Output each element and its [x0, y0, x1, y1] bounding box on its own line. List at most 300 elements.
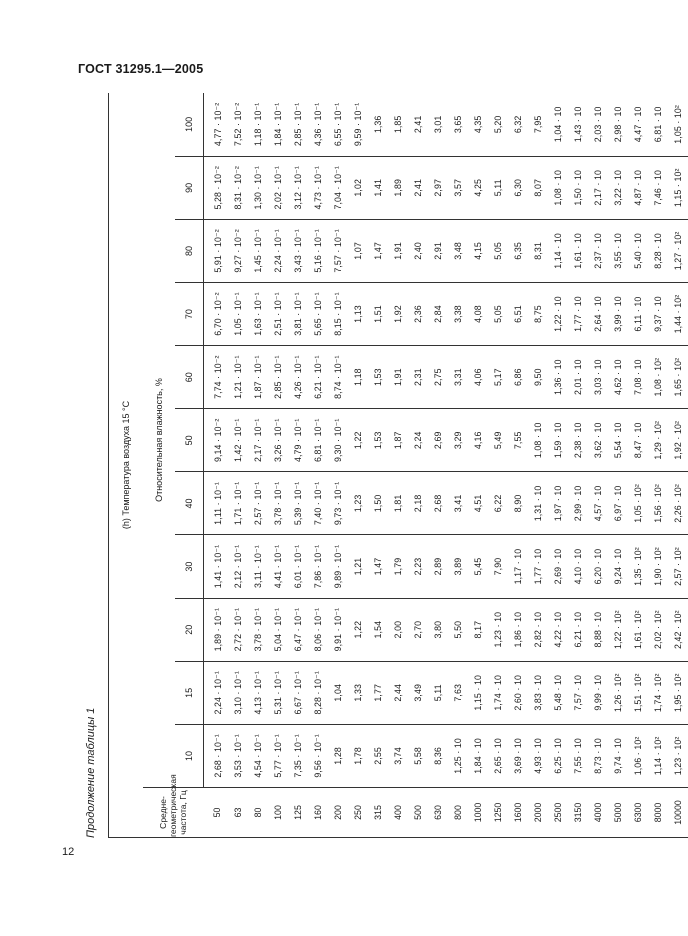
- attenuation-value-cell: 2,36: [408, 283, 428, 346]
- frequency-cell: 100: [268, 788, 288, 838]
- attenuation-value-cell: 1,14 · 10: [548, 219, 568, 282]
- frequency-cell: 2500: [548, 788, 568, 838]
- frequency-column-header: [143, 774, 204, 838]
- attenuation-value-cell: 4,06: [468, 346, 488, 409]
- attenuation-value-cell: 1,23 · 10: [488, 598, 508, 661]
- attenuation-value-cell: 9,74 · 10: [608, 724, 628, 787]
- attenuation-value-cell: 8,74 · 10⁻¹: [328, 346, 348, 409]
- attenuation-value-cell: 1,22: [348, 409, 368, 472]
- attenuation-value-cell: 6,20 · 10: [588, 535, 608, 598]
- attenuation-value-cell: 1,92: [388, 283, 408, 346]
- attenuation-value-cell: 1,14 · 10²: [648, 724, 668, 787]
- humidity-column-header: 60: [175, 346, 204, 409]
- attenuation-value-cell: 5,45: [468, 535, 488, 598]
- attenuation-value-cell: 1,05 · 10²: [628, 472, 648, 535]
- attenuation-value-cell: 1,97 · 10: [548, 472, 568, 535]
- attenuation-value-cell: 3,38: [448, 283, 468, 346]
- attenuation-value-cell: 9,30 · 10⁻¹: [328, 409, 348, 472]
- attenuation-value-cell: 2,51 · 10⁻¹: [268, 283, 288, 346]
- attenuation-value-cell: 1,13: [348, 283, 368, 346]
- attenuation-value-cell: 9,59 · 10⁻¹: [348, 93, 368, 156]
- attenuation-value-cell: 1,54: [368, 598, 388, 661]
- attenuation-value-cell: 5,05: [488, 283, 508, 346]
- attenuation-value-cell: 1,87: [388, 409, 408, 472]
- attenuation-value-cell: 1,41 · 10⁻¹: [204, 535, 229, 598]
- attenuation-value-cell: 7,57 · 10⁻¹: [328, 219, 348, 282]
- attenuation-value-cell: 5,50: [448, 598, 468, 661]
- attenuation-value-cell: 5,31 · 10⁻¹: [268, 661, 288, 724]
- attenuation-value-cell: 8,07: [528, 156, 548, 219]
- humidity-column-header: 15: [175, 661, 204, 724]
- attenuation-value-cell: 1,77 · 10: [568, 283, 588, 346]
- attenuation-value-cell: 5,48 · 10: [548, 661, 568, 724]
- attenuation-value-cell: 2,68: [428, 472, 448, 535]
- attenuation-value-cell: 5,05: [488, 219, 508, 282]
- attenuation-value-cell: 1,26 · 10²: [608, 661, 628, 724]
- attenuation-value-cell: 9,73 · 10⁻¹: [328, 472, 348, 535]
- table-row: [588, 93, 608, 838]
- attenuation-value-cell: 3,31: [448, 346, 468, 409]
- attenuation-value-cell: 1,85: [388, 93, 408, 156]
- attenuation-value-cell: 1,59 · 10: [548, 409, 568, 472]
- frequency-cell: 125: [288, 788, 308, 838]
- attenuation-value-cell: 1,22 · 10: [548, 283, 568, 346]
- attenuation-value-cell: 5,40 · 10: [628, 219, 648, 282]
- attenuation-value-cell: 1,74 · 10²: [648, 661, 668, 724]
- attenuation-table: [108, 93, 688, 838]
- attenuation-value-cell: 1,28: [328, 724, 348, 787]
- attenuation-value-cell: 2,68 · 10⁻¹: [204, 724, 229, 787]
- attenuation-value-cell: 1,43 · 10: [568, 93, 588, 156]
- humidity-column-header: 10: [175, 724, 204, 787]
- attenuation-value-cell: 6,01 · 10⁻¹: [288, 535, 308, 598]
- attenuation-value-cell: 2,97: [428, 156, 448, 219]
- frequency-cell: 1250: [488, 788, 508, 838]
- attenuation-value-cell: 1,56 · 10²: [648, 472, 668, 535]
- table-body: [204, 93, 688, 838]
- attenuation-value-cell: 7,57 · 10: [568, 661, 588, 724]
- attenuation-value-cell: 6,70 · 10⁻²: [204, 283, 229, 346]
- attenuation-value-cell: 6,81 · 10⁻¹: [308, 409, 328, 472]
- attenuation-value-cell: 1,61 · 10²: [628, 598, 648, 661]
- attenuation-value-cell: 7,95: [528, 93, 548, 156]
- attenuation-value-cell: 8,73 · 10: [588, 724, 608, 787]
- attenuation-value-cell: 2,65 · 10: [488, 724, 508, 787]
- attenuation-value-cell: 5,54 · 10: [608, 409, 628, 472]
- table-row: [268, 93, 288, 838]
- table-row: [248, 93, 268, 838]
- attenuation-value-cell: 7,08 · 10: [628, 346, 648, 409]
- attenuation-value-cell: 4,54 · 10⁻¹: [248, 724, 268, 787]
- attenuation-value-cell: 6,81 · 10: [648, 93, 668, 156]
- attenuation-value-cell: 9,91 · 10⁻¹: [328, 598, 348, 661]
- attenuation-value-cell: 4,51: [468, 472, 488, 535]
- frequency-cell: 200: [328, 788, 348, 838]
- attenuation-value-cell: 1,86 · 10: [508, 598, 528, 661]
- attenuation-value-cell: 1,23 · 10²: [668, 724, 688, 787]
- attenuation-value-cell: 2,75: [428, 346, 448, 409]
- attenuation-value-cell: 4,73 · 10⁻¹: [308, 156, 328, 219]
- frequency-cell: 400: [388, 788, 408, 838]
- attenuation-value-cell: 6,30: [508, 156, 528, 219]
- frequency-cell: 160: [308, 788, 328, 838]
- attenuation-value-cell: 6,11 · 10: [628, 283, 648, 346]
- page-number: 12: [62, 846, 75, 858]
- attenuation-value-cell: 1,77 · 10: [528, 535, 548, 598]
- table-row: [388, 93, 408, 838]
- attenuation-value-cell: 3,62 · 10: [588, 409, 608, 472]
- attenuation-value-cell: 8,88 · 10: [588, 598, 608, 661]
- attenuation-value-cell: 4,47 · 10: [628, 93, 648, 156]
- humidity-column-header: 90: [175, 156, 204, 219]
- humidity-column-header: 80: [175, 219, 204, 282]
- frequency-cell: 250: [348, 788, 368, 838]
- attenuation-value-cell: 2,55: [368, 724, 388, 787]
- attenuation-value-cell: 1,36 · 10: [548, 346, 568, 409]
- attenuation-value-cell: 1,81: [388, 472, 408, 535]
- attenuation-value-cell: 4,57 · 10: [588, 472, 608, 535]
- attenuation-value-cell: 1,33: [348, 661, 368, 724]
- attenuation-value-cell: 2,72 · 10⁻¹: [228, 598, 248, 661]
- attenuation-value-cell: 3,48: [448, 219, 468, 282]
- attenuation-value-cell: 2,42 · 10²: [668, 598, 688, 661]
- attenuation-value-cell: 1,87 · 10⁻¹: [248, 346, 268, 409]
- attenuation-value-cell: 1,95 · 10²: [668, 661, 688, 724]
- attenuation-value-cell: 1,23: [348, 472, 368, 535]
- attenuation-value-cell: 5,91 · 10⁻²: [204, 219, 229, 282]
- attenuation-value-cell: 4,22 · 10: [548, 598, 568, 661]
- attenuation-value-cell: 3,74: [388, 724, 408, 787]
- attenuation-value-cell: 2,57 · 10⁻¹: [248, 472, 268, 535]
- document-header: ГОСТ 31295.1—2005: [78, 62, 204, 76]
- attenuation-value-cell: 1,17 · 10: [508, 535, 528, 598]
- attenuation-value-cell: 1,47: [368, 219, 388, 282]
- attenuation-value-cell: 1,30 · 10⁻¹: [248, 156, 268, 219]
- attenuation-value-cell: 6,86: [508, 346, 528, 409]
- attenuation-value-cell: 1,89 · 10⁻¹: [204, 598, 229, 661]
- table-row: [328, 93, 348, 838]
- attenuation-value-cell: 4,08: [468, 283, 488, 346]
- attenuation-value-cell: 1,89: [388, 156, 408, 219]
- attenuation-value-cell: 5,77 · 10⁻¹: [268, 724, 288, 787]
- frequency-cell: 2000: [528, 788, 548, 838]
- attenuation-value-cell: 7,46 · 10: [648, 156, 668, 219]
- attenuation-value-cell: 3,81 · 10⁻¹: [288, 283, 308, 346]
- attenuation-value-cell: 5,58: [408, 724, 428, 787]
- attenuation-value-cell: 6,25 · 10: [548, 724, 568, 787]
- attenuation-value-cell: 1,31 · 10: [528, 472, 548, 535]
- attenuation-value-cell: 8,17: [468, 598, 488, 661]
- attenuation-value-cell: 1,63 · 10⁻¹: [248, 283, 268, 346]
- attenuation-value-cell: 1,84 · 10⁻¹: [268, 93, 288, 156]
- attenuation-value-cell: 8,75: [528, 283, 548, 346]
- frequency-cell: 10000: [668, 788, 688, 838]
- attenuation-value-cell: 8,36: [428, 724, 448, 787]
- attenuation-value-cell: 1,04: [328, 661, 348, 724]
- attenuation-value-cell: 2,31: [408, 346, 428, 409]
- attenuation-value-cell: 1,65 · 10²: [668, 346, 688, 409]
- table-caption: Продолжение таблицы 1: [85, 707, 97, 838]
- attenuation-value-cell: 2,18: [408, 472, 428, 535]
- humidity-column-header: 30: [175, 535, 204, 598]
- attenuation-value-cell: 1,22 · 10²: [608, 598, 628, 661]
- attenuation-value-cell: 5,20: [488, 93, 508, 156]
- attenuation-value-cell: 2,69: [428, 409, 448, 472]
- frequency-cell: 1600: [508, 788, 528, 838]
- attenuation-value-cell: 1,78: [348, 724, 368, 787]
- attenuation-value-cell: 4,36 · 10⁻¹: [308, 93, 328, 156]
- humidity-column-header: 40: [175, 472, 204, 535]
- attenuation-value-cell: 2,44: [388, 661, 408, 724]
- attenuation-value-cell: 3,01: [428, 93, 448, 156]
- attenuation-value-cell: 2,89: [428, 535, 448, 598]
- attenuation-value-cell: 5,65 · 10⁻¹: [308, 283, 328, 346]
- attenuation-value-cell: 2,23: [408, 535, 428, 598]
- attenuation-value-cell: 1,79: [388, 535, 408, 598]
- attenuation-value-cell: 3,80: [428, 598, 448, 661]
- attenuation-value-cell: 1,50: [368, 472, 388, 535]
- attenuation-value-cell: 9,27 · 10⁻²: [228, 219, 248, 282]
- attenuation-value-cell: 2,17 · 10⁻¹: [248, 409, 268, 472]
- attenuation-value-cell: 1,77: [368, 661, 388, 724]
- table-row: [528, 93, 548, 838]
- attenuation-value-cell: 4,26 · 10⁻¹: [288, 346, 308, 409]
- attenuation-value-cell: 1,53: [368, 409, 388, 472]
- attenuation-value-cell: 6,67 · 10⁻¹: [288, 661, 308, 724]
- attenuation-value-cell: 2,84: [428, 283, 448, 346]
- attenuation-value-cell: 4,87 · 10: [628, 156, 648, 219]
- attenuation-value-cell: 2,24 · 10⁻¹: [204, 661, 229, 724]
- attenuation-value-cell: 6,35: [508, 219, 528, 282]
- attenuation-value-cell: 1,35 · 10²: [628, 535, 648, 598]
- attenuation-value-cell: 8,06 · 10⁻¹: [308, 598, 328, 661]
- attenuation-value-cell: 1,07: [348, 219, 368, 282]
- attenuation-value-cell: 1,91: [388, 219, 408, 282]
- attenuation-value-cell: 3,10 · 10⁻¹: [228, 661, 248, 724]
- humidity-column-header: 70: [175, 283, 204, 346]
- attenuation-value-cell: 1,29 · 10²: [648, 409, 668, 472]
- humidity-header: Относительная влажность, %: [143, 93, 175, 788]
- attenuation-value-cell: 8,15 · 10⁻¹: [328, 283, 348, 346]
- attenuation-value-cell: 7,63: [448, 661, 468, 724]
- attenuation-value-cell: 7,40 · 10⁻¹: [308, 472, 328, 535]
- attenuation-value-cell: 4,41 · 10⁻¹: [268, 535, 288, 598]
- attenuation-value-cell: 4,35: [468, 93, 488, 156]
- attenuation-value-cell: 6,22: [488, 472, 508, 535]
- attenuation-value-cell: 6,21 · 10⁻¹: [308, 346, 328, 409]
- table-row: [548, 93, 568, 838]
- attenuation-value-cell: 8,31: [528, 219, 548, 282]
- table-row: [608, 93, 628, 838]
- attenuation-value-cell: 6,47 · 10⁻¹: [288, 598, 308, 661]
- attenuation-value-cell: 3,26 · 10⁻¹: [268, 409, 288, 472]
- attenuation-value-cell: 7,90: [488, 535, 508, 598]
- attenuation-value-cell: 1,08 · 10: [548, 156, 568, 219]
- attenuation-value-cell: 6,97 · 10: [608, 472, 628, 535]
- frequency-cell: 80: [248, 788, 268, 838]
- attenuation-value-cell: 2,85 · 10⁻¹: [268, 346, 288, 409]
- attenuation-value-cell: 3,78 · 10⁻¹: [268, 472, 288, 535]
- attenuation-value-cell: 3,99 · 10: [608, 283, 628, 346]
- attenuation-value-cell: 3,22 · 10: [608, 156, 628, 219]
- attenuation-value-cell: 1,44 · 10²: [668, 283, 688, 346]
- attenuation-value-cell: 9,37 · 10: [648, 283, 668, 346]
- attenuation-value-cell: 5,11: [488, 156, 508, 219]
- attenuation-value-cell: 6,55 · 10⁻¹: [328, 93, 348, 156]
- table-row: [228, 93, 248, 838]
- attenuation-value-cell: 1,27 · 10²: [668, 219, 688, 282]
- attenuation-value-cell: 2,85 · 10⁻¹: [288, 93, 308, 156]
- attenuation-value-cell: 9,14 · 10⁻²: [204, 409, 229, 472]
- attenuation-value-cell: 7,35 · 10⁻¹: [288, 724, 308, 787]
- attenuation-value-cell: 8,47 · 10: [628, 409, 648, 472]
- attenuation-value-cell: 1,42 · 10⁻¹: [228, 409, 248, 472]
- attenuation-value-cell: 5,17: [488, 346, 508, 409]
- attenuation-value-cell: 2,00: [388, 598, 408, 661]
- attenuation-value-cell: 9,99 · 10: [588, 661, 608, 724]
- attenuation-value-cell: 9,50: [528, 346, 548, 409]
- attenuation-value-cell: 8,28 · 10: [648, 219, 668, 282]
- attenuation-value-cell: 1,22: [348, 598, 368, 661]
- attenuation-value-cell: 3,55 · 10: [608, 219, 628, 282]
- attenuation-value-cell: 1,92 · 10²: [668, 409, 688, 472]
- attenuation-value-cell: 1,08 · 10²: [648, 346, 668, 409]
- table-row: [348, 93, 368, 838]
- attenuation-value-cell: 1,51 · 10²: [628, 661, 648, 724]
- attenuation-value-cell: 5,11: [428, 661, 448, 724]
- table-row: [368, 93, 388, 838]
- attenuation-value-cell: 1,21 · 10⁻¹: [228, 346, 248, 409]
- attenuation-value-cell: 4,77 · 10⁻²: [204, 93, 229, 156]
- attenuation-value-cell: 7,74 · 10⁻²: [204, 346, 229, 409]
- attenuation-value-cell: 2,64 · 10: [588, 283, 608, 346]
- attenuation-value-cell: 4,79 · 10⁻¹: [288, 409, 308, 472]
- attenuation-value-cell: 2,70: [408, 598, 428, 661]
- frequency-cell: 8000: [648, 788, 668, 838]
- attenuation-value-cell: 2,38 · 10: [568, 409, 588, 472]
- attenuation-value-cell: 3,41: [448, 472, 468, 535]
- humidity-column-header: 100: [175, 93, 204, 156]
- attenuation-value-cell: 5,28 · 10⁻²: [204, 156, 229, 219]
- attenuation-value-cell: 1,25 · 10: [448, 724, 468, 787]
- attenuation-value-cell: 9,24 · 10: [608, 535, 628, 598]
- attenuation-value-cell: 1,15 · 10: [468, 661, 488, 724]
- attenuation-value-cell: 1,06 · 10²: [628, 724, 648, 787]
- attenuation-value-cell: 4,15: [468, 219, 488, 282]
- table-row: [288, 93, 308, 838]
- attenuation-value-cell: 3,43 · 10⁻¹: [288, 219, 308, 282]
- attenuation-value-cell: 1,71 · 10⁻¹: [228, 472, 248, 535]
- attenuation-value-cell: 5,39 · 10⁻¹: [288, 472, 308, 535]
- attenuation-value-cell: 3,78 · 10⁻¹: [248, 598, 268, 661]
- attenuation-value-cell: 2,57 · 10²: [668, 535, 688, 598]
- frequency-cell: 315: [368, 788, 388, 838]
- frequency-cell: 50: [204, 788, 229, 838]
- attenuation-value-cell: 3,49: [408, 661, 428, 724]
- attenuation-value-cell: 1,91: [388, 346, 408, 409]
- attenuation-value-cell: 4,16: [468, 409, 488, 472]
- attenuation-value-cell: 7,55 · 10: [568, 724, 588, 787]
- attenuation-value-cell: 6,32: [508, 93, 528, 156]
- attenuation-value-cell: 2,98 · 10: [608, 93, 628, 156]
- attenuation-value-cell: 9,89 · 10⁻¹: [328, 535, 348, 598]
- attenuation-value-cell: 4,25: [468, 156, 488, 219]
- attenuation-value-cell: 3,89: [448, 535, 468, 598]
- table-row: [448, 93, 468, 838]
- table-row: [308, 93, 328, 838]
- table-row: [628, 93, 648, 838]
- attenuation-value-cell: 7,55: [508, 409, 528, 472]
- frequency-header-text: Средне- геометрическая частота, Гц: [158, 774, 189, 837]
- attenuation-value-cell: 3,69 · 10: [508, 724, 528, 787]
- attenuation-value-cell: 6,21 · 10: [568, 598, 588, 661]
- humidity-columns-row: [175, 93, 204, 838]
- attenuation-value-cell: 2,91: [428, 219, 448, 282]
- table-row: [408, 93, 428, 838]
- attenuation-value-cell: 4,93 · 10: [528, 724, 548, 787]
- attenuation-value-cell: 2,26 · 10²: [668, 472, 688, 535]
- attenuation-value-cell: 3,65: [448, 93, 468, 156]
- attenuation-value-cell: 7,04 · 10⁻¹: [328, 156, 348, 219]
- attenuation-value-cell: 1,02: [348, 156, 368, 219]
- attenuation-value-cell: 1,05 · 10²: [668, 93, 688, 156]
- attenuation-value-cell: 2,24 · 10⁻¹: [268, 219, 288, 282]
- attenuation-value-cell: 1,84 · 10: [468, 724, 488, 787]
- attenuation-value-cell: 1,61 · 10: [568, 219, 588, 282]
- attenuation-value-cell: 7,86 · 10⁻¹: [308, 535, 328, 598]
- attenuation-value-cell: 2,02 · 10²: [648, 598, 668, 661]
- temperature-title: (h) Температура воздуха 15 °С: [109, 93, 144, 838]
- attenuation-value-cell: 3,03 · 10: [588, 346, 608, 409]
- attenuation-value-cell: 9,56 · 10⁻¹: [308, 724, 328, 787]
- attenuation-value-cell: 3,53 · 10⁻¹: [228, 724, 248, 787]
- table-row: [204, 93, 229, 838]
- attenuation-value-cell: 1,90 · 10²: [648, 535, 668, 598]
- rotated-table-block: [82, 93, 683, 838]
- frequency-cell: 800: [448, 788, 468, 838]
- attenuation-value-cell: 2,17 · 10: [588, 156, 608, 219]
- attenuation-value-cell: 2,01 · 10: [568, 346, 588, 409]
- attenuation-value-cell: 2,41: [408, 156, 428, 219]
- attenuation-value-cell: 2,41: [408, 93, 428, 156]
- attenuation-value-cell: 1,50 · 10: [568, 156, 588, 219]
- attenuation-value-cell: 1,51: [368, 283, 388, 346]
- table-row: [508, 93, 528, 838]
- attenuation-value-cell: 2,40: [408, 219, 428, 282]
- attenuation-value-cell: 2,37 · 10: [588, 219, 608, 282]
- attenuation-value-cell: 1,18: [348, 346, 368, 409]
- attenuation-value-cell: 4,10 · 10: [568, 535, 588, 598]
- attenuation-value-cell: 2,12 · 10⁻¹: [228, 535, 248, 598]
- table-row: [668, 93, 688, 838]
- attenuation-value-cell: 2,82 · 10: [528, 598, 548, 661]
- frequency-cell: 630: [428, 788, 448, 838]
- attenuation-value-cell: 1,18 · 10⁻¹: [248, 93, 268, 156]
- frequency-cell: 500: [408, 788, 428, 838]
- attenuation-value-cell: 3,57: [448, 156, 468, 219]
- attenuation-value-cell: 1,36: [368, 93, 388, 156]
- attenuation-value-cell: 1,74 · 10: [488, 661, 508, 724]
- table-row: [468, 93, 488, 838]
- humidity-column-header: 20: [175, 598, 204, 661]
- attenuation-value-cell: 1,53: [368, 346, 388, 409]
- attenuation-value-cell: 5,04 · 10⁻¹: [268, 598, 288, 661]
- attenuation-value-cell: 3,29: [448, 409, 468, 472]
- attenuation-value-cell: 4,62 · 10: [608, 346, 628, 409]
- table-row: [568, 93, 588, 838]
- attenuation-value-cell: 8,28 · 10⁻¹: [308, 661, 328, 724]
- attenuation-value-cell: 1,41: [368, 156, 388, 219]
